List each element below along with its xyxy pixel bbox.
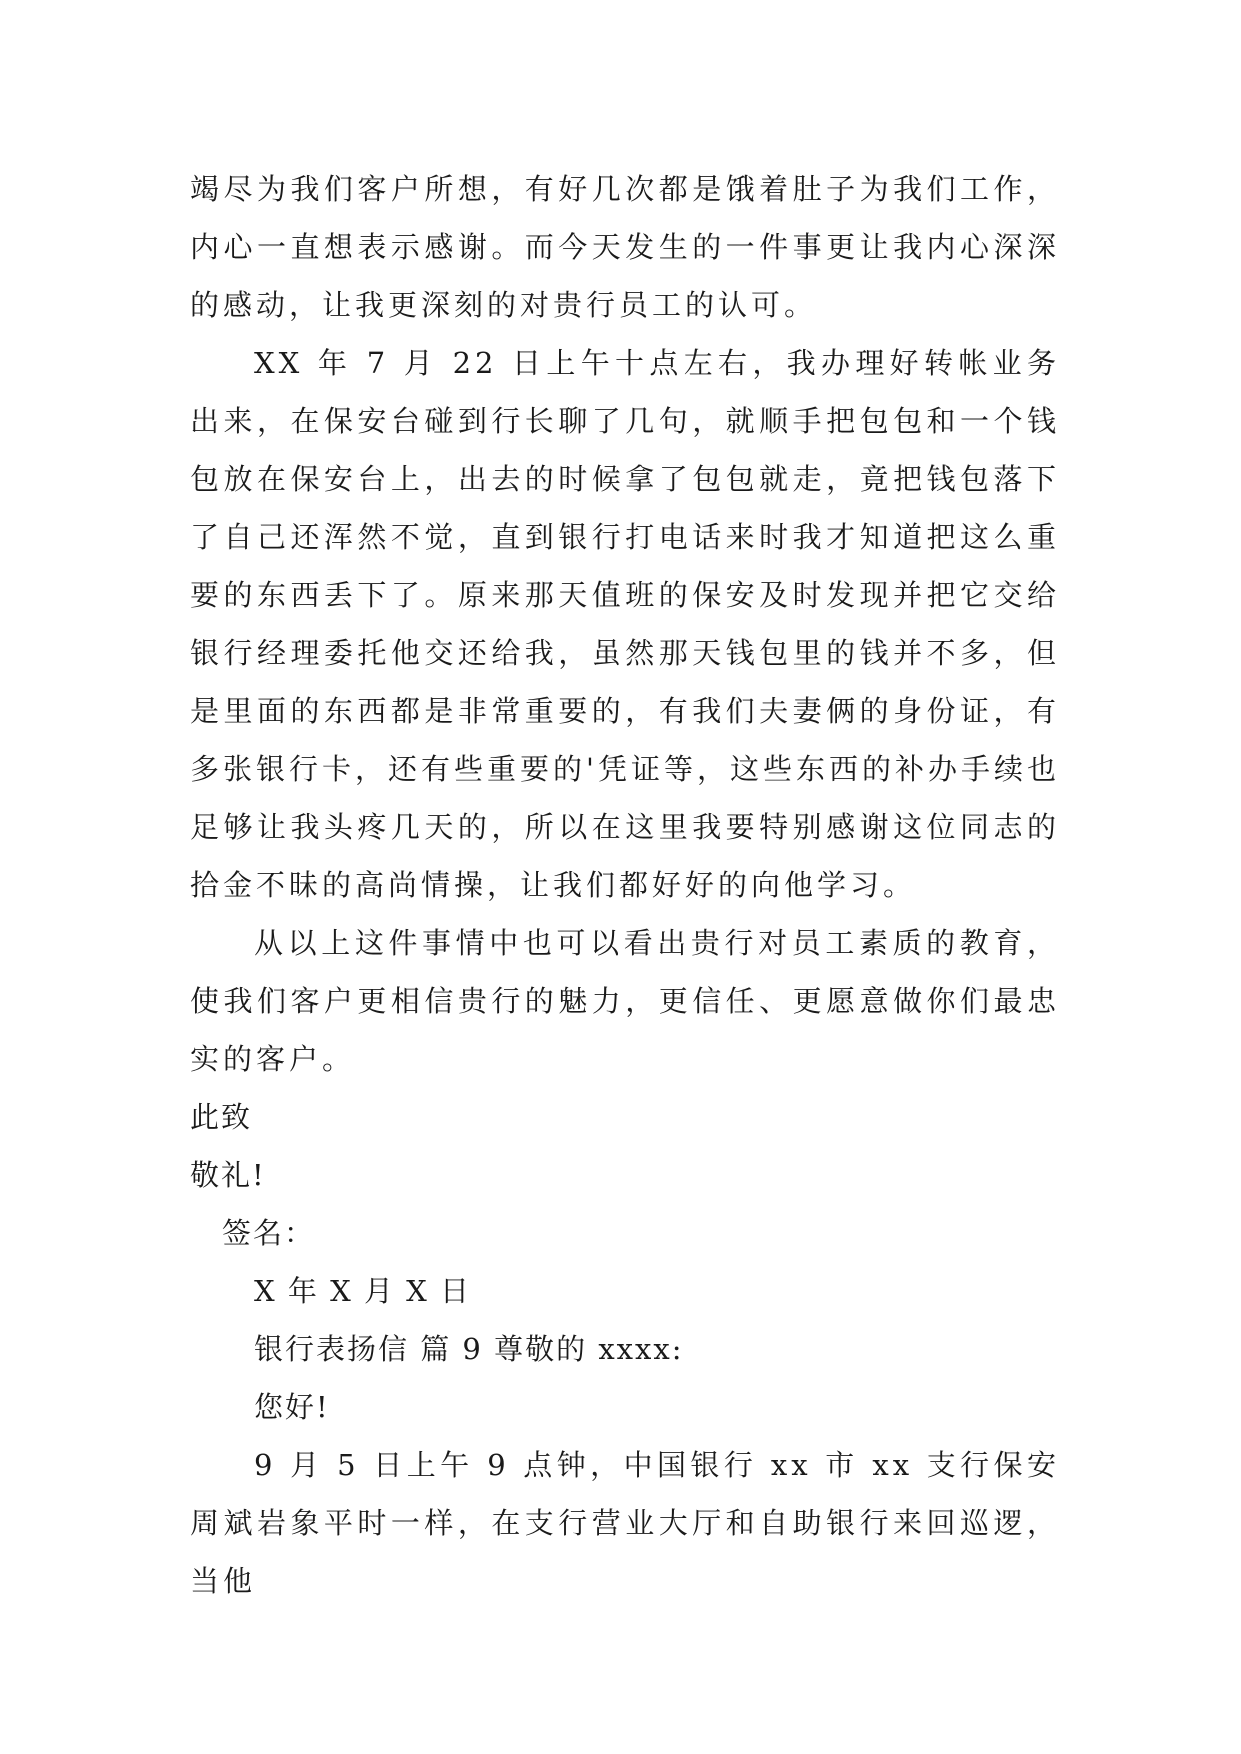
closing-respect: 敬礼!: [190, 1158, 266, 1192]
date-line: X 年 X 月 X 日: [254, 1274, 472, 1308]
paragraph-3: 从以上这件事情中也可以看出贵行对员工素质的教育，使我们客户更相信贵行的魅力，更信任、更愿意做你们最忠实的客户。: [190, 926, 1060, 1076]
closing-salutation: 此致: [190, 1100, 253, 1134]
letter-body: [190, 160, 1060, 1610]
next-letter-title: 银行表扬信 篇 9 尊敬的 xxxx:: [254, 1332, 684, 1366]
greeting: 您好!: [254, 1390, 330, 1424]
next-letter-paragraph: 9 月 5 日上午 9 点钟，中国银行 xx 市 xx 支行保安周斌岩象平时一样，在支行营业大厅和自助银行来回巡逻，当他: [190, 1448, 1060, 1598]
signature-label: 签名：: [222, 1216, 316, 1250]
paragraph-1: 竭尽为我们客户所想，有好几次都是饿着肚子为我们工作，内心一直想表示感谢。而今天发生的一件事更让我内心深深的感动，让我更深刻的对贵行员工的认可。: [190, 172, 1060, 322]
paragraph-2: XX 年 7 月 22 日上午十点左右，我办理好转帐业务出来，在保安台碰到行长聊了几句，就顺手把包包和一个钱包放在保安台上，出去的时候拿了包包就走，竟把钱包落下了自己还浑然不觉，直到银行打电话来时我才知道把这么重要的东西丢下了。原来那天值班的保安及时发现并把它交给银行经理委托他交还给我，虽然那天钱包里的钱并不多，但是里面的东西都是非常重要的，有我们夫妻俩的身份证，有多张银行卡，还有些重要的'凭证等，这些东西的补办手续也足够让我头疼几天的，所以在这里我要特别感谢这位同志的拾金不昧的高尚情操，让我们都好好的向他学习。: [190, 346, 1060, 902]
